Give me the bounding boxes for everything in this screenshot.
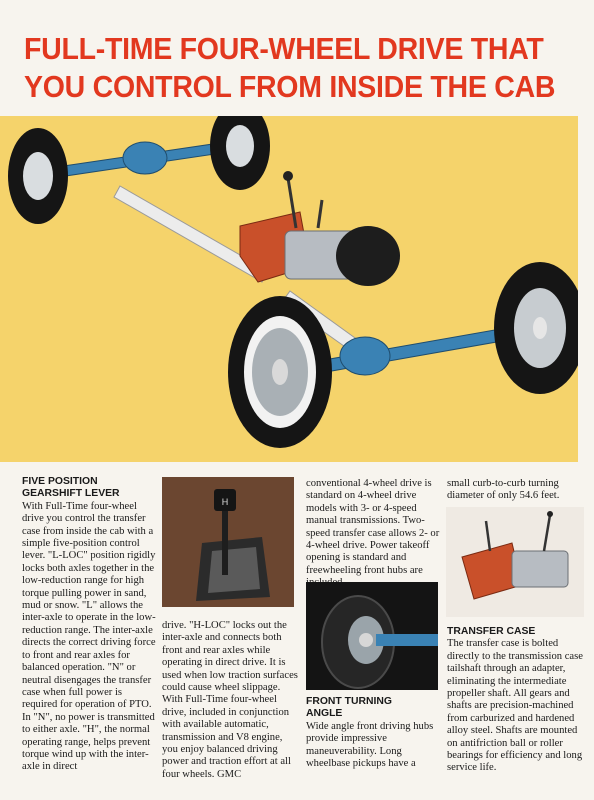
turning-continued-body: small curb-to-curb turning diameter of only 54.6 feet. bbox=[447, 478, 560, 502]
gearshift-continued-body: drive. "H-LOC" locks out the inter-axle and connects both front and rear axles while operating in direct drive. It is used when low traction surfaces could cause wheel slippage. With Full-Time four-wheel drive, included in conjunction with available automatic, transmission and V8 engine, you enjoy balanced driving power and traction effort at all four wheels. GMC bbox=[162, 620, 298, 780]
transfer-case-photo bbox=[446, 507, 584, 617]
gearshift-column bbox=[22, 476, 158, 774]
drivetrain-illustration bbox=[0, 116, 578, 462]
conventional-body: conventional 4-wheel drive is standard on 4-wheel drive models with 3- or 4-speed manual transmissions. Two-speed transfer case allows 2- or 4-wheel drive. Power takeoff opening is standard and freewheeling front hubs are bbox=[306, 478, 440, 576]
conventional-column bbox=[306, 478, 440, 590]
headline-line-2: YOU CONTROL FROM INSIDE THE CAB bbox=[24, 69, 556, 104]
front-hub-photo bbox=[306, 582, 438, 690]
svg-text:H: H bbox=[221, 497, 229, 507]
front-turning-heading-2: ANGLE bbox=[306, 708, 343, 720]
gearshift-continued bbox=[162, 620, 298, 781]
transfer-case-column bbox=[447, 626, 583, 775]
gearshift-body: With Full-Time four-wheel drive you control the transfer case from inside the cab with a simple five-position control lever. "L-LOC" position rigidly locks both axles together in the low-reduction range for high torque pulling power in sand, mud or snow. "L" allows the inter-axle to operate in the low-reduction range. The inter-axle directs the correct driving force to front and rear axles for balanced operation. "N" or neutral disengages the transfer case when full power is required for operation of PTO. In "N", no power is transmitted to either axle. "H", the normal operating range, helps prevent torque wind up with the inter-axle in direct bbox=[22, 500, 156, 773]
front-turning-body: Wide angle front driving hubs provide impressive maneuverability. Long wheelbase pickups have a bbox=[306, 720, 434, 770]
gearshift-heading-2: GEARSHIFT LEVER bbox=[22, 488, 120, 500]
front-turning-heading-1: FRONT TURNING bbox=[306, 696, 393, 707]
transfer-case-heading: TRANSFER CASE bbox=[447, 626, 536, 637]
headline-line-1: FULL-TIME FOUR-WHEEL DRIVE THAT bbox=[24, 31, 544, 66]
gearshift-photo bbox=[162, 477, 294, 607]
transfer-case-body: The transfer case is bolted directly to the transmission case tailshaft through an adapter, eliminating the intermediate propeller shaft. All gears and shafts are precision-machined from carburized and hardened alloy steel. Shafts are mounted on antifriction ball or roller bearings for efficiency and long service life. bbox=[447, 638, 583, 774]
front-turning-column bbox=[306, 696, 440, 770]
turning-continued-column bbox=[447, 478, 583, 503]
headline bbox=[24, 30, 556, 106]
gearshift-heading-1: FIVE POSITION bbox=[22, 476, 98, 487]
